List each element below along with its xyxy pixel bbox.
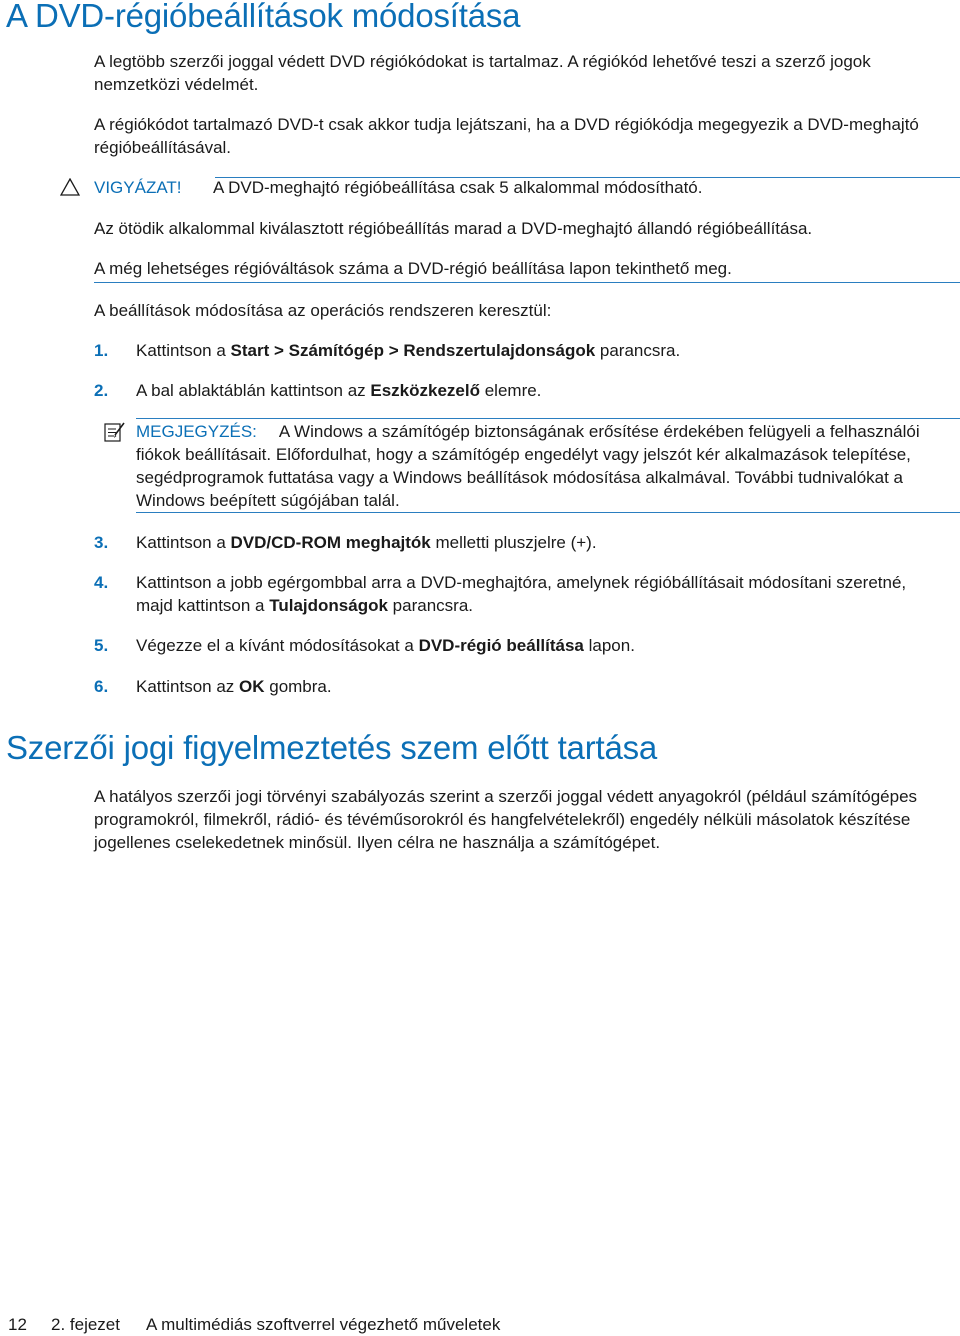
paragraph-os-intro: A beállítások módosítása az operációs rendszeren keresztül:: [94, 301, 552, 320]
note-text: A Windows a számítógép biztonságának erősítése érdekében felügyeli a felhasználói fiókok beállításait. Előfordulhat, hogy a számítógép engedélyt vagy jelszót kér alkalmazások telepítése, segédprogramok futtatása vagy a Windows beállítások módosítása alkalmával. További tudnivalókat a Windows beépített súgójában talál.: [136, 422, 920, 510]
step-4-text: Kattintson a jobb egérgombbal arra a DVD-meghajtóra, amelynek régióbállításait módosítani szeretné, majd kattintson a Tulajdonságok parancsra.: [136, 573, 907, 615]
caution-triangle-icon: [60, 178, 80, 196]
caution-line-3: A még lehetséges régióváltások száma a DVD-régió beállítása lapon tekinthető meg.: [94, 259, 732, 278]
section-title-copyright: Szerzői jogi figyelmeztetés szem előtt tartása: [6, 729, 658, 766]
note-pad-icon: [104, 421, 126, 443]
step-number: 1.: [94, 341, 109, 360]
step-number: 2.: [94, 381, 109, 400]
note-bottom-rule: [136, 512, 960, 513]
step-5-text: Végezze el a kívánt módosításokat a DVD-régió beállítása lapon.: [136, 636, 635, 655]
footer-page-number: 12: [8, 1315, 27, 1334]
footer-chapter-title: A multimédiás szoftverrel végezhető műveletek: [146, 1315, 501, 1334]
caution-bottom-rule: [94, 282, 960, 283]
step-2-text: A bal ablaktáblán kattintson az Eszközkezelő elemre.: [136, 381, 542, 400]
paragraph-region-intro: A legtöbb szerzői joggal védett DVD régiókódokat is tartalmaz. A régiókód lehetővé teszi a szerző jogok nemzetközi védelmét.: [94, 52, 871, 94]
paragraph-region-playback: A régiókódot tartalmazó DVD-t csak akkor tudja lejátszani, ha a DVD régiókódja megegyezik a DVD-meghajtó régióbeállításával.: [94, 115, 919, 157]
step-3-text: Kattintson a DVD/CD-ROM meghajtók melletti pluszjelre (+).: [136, 533, 597, 552]
caution-line-1: A DVD-meghajtó régióbeállítása csak 5 alkalommal módosítható.: [213, 178, 703, 197]
caution-line-2: Az ötödik alkalommal kiválasztott régióbeállítás marad a DVD-meghajtó állandó régióbeállítása.: [94, 219, 813, 238]
section-title-dvd-region: A DVD-régióbeállítások módosítása: [6, 0, 521, 34]
step-number: 6.: [94, 677, 109, 696]
note-content: [136, 420, 948, 512]
step-number: 4.: [94, 573, 109, 592]
caution-box: [60, 176, 960, 202]
note-label: MEGJEGYZÉS:: [136, 422, 257, 441]
note-top-rule: [136, 418, 960, 419]
step-1-text: Kattintson a Start > Számítógép > Rendszertulajdonságok parancsra.: [136, 341, 681, 360]
step-6-text: Kattintson az OK gombra.: [136, 677, 332, 696]
step-number: 3.: [94, 533, 109, 552]
caution-label: VIGYÁZAT!: [94, 178, 182, 197]
step-number: 5.: [94, 636, 109, 655]
footer-chapter: 2. fejezet: [51, 1315, 120, 1334]
paragraph-copyright: A hatályos szerzői jogi törvényi szabályozás szerint a szerzői joggal védett anyagokról (például számítógépes programokról, filmekről, rádió- és tévéműsorokról és hangfelvételekről) engedély nélküli másolatok készítése jogellenes cselekedetnek minősül. Ilyen célra ne használja a számítógépet.: [94, 787, 918, 852]
